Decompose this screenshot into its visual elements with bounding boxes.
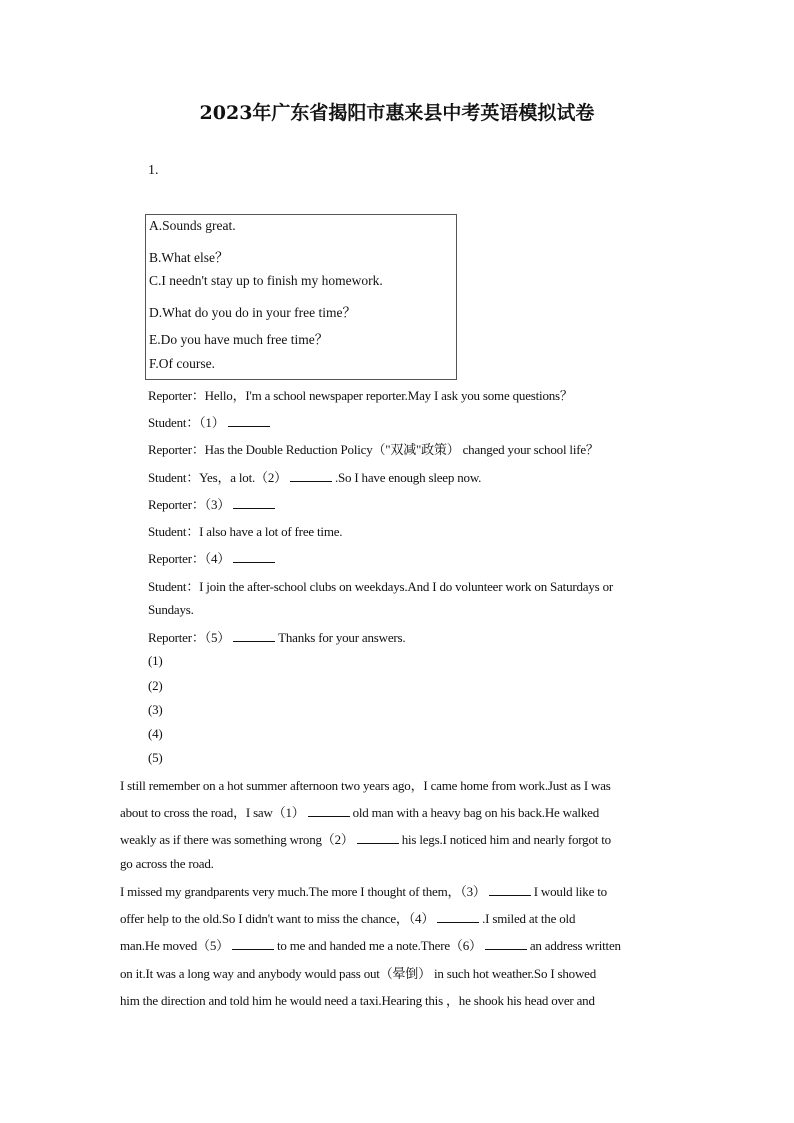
passage-text: an address written: [529, 938, 621, 953]
passage-text: .I smiled at the old: [482, 911, 576, 926]
passage-line: [120, 802, 599, 821]
passage-line: [120, 935, 621, 954]
answer-blank[interactable]: [233, 630, 275, 642]
dialogue-text: .So I have enough sleep now.: [334, 470, 482, 485]
passage-line: [120, 881, 607, 900]
answer-blank[interactable]: [228, 415, 270, 427]
answer-number: (3): [148, 702, 163, 717]
answer-number: (2): [148, 678, 163, 693]
dialogue-line: [148, 412, 273, 431]
dialogue-line: [148, 548, 278, 567]
passage-text: man.He moved（5）: [120, 938, 229, 953]
dialogue-text: Reporter：（3）: [148, 497, 231, 512]
dialogue-line: [148, 627, 405, 646]
options-box: [145, 214, 457, 380]
passage-line: [120, 908, 575, 927]
passage-line: him the direction and told him he would need a taxi.Hearing this ，he shook his head over and: [120, 993, 595, 1008]
dialogue-text: Student：（1）: [148, 415, 225, 430]
option-e: E.Do you have much free time？: [149, 332, 329, 347]
answer-blank[interactable]: [489, 884, 531, 896]
answer-blank[interactable]: [485, 938, 527, 950]
option-b: B.What else？: [149, 250, 229, 265]
answer-blank[interactable]: [232, 938, 274, 950]
answer-blank[interactable]: [233, 551, 275, 563]
answer-blank[interactable]: [357, 832, 399, 844]
dialogue-line: [148, 467, 481, 486]
dialogue-text: Student：Yes，a lot.（2）: [148, 470, 287, 485]
passage-text: to me and handed me a note.There（6）: [276, 938, 482, 953]
dialogue-text: Reporter：（5）: [148, 630, 231, 645]
dialogue-text: Reporter：（4）: [148, 551, 231, 566]
answer-blank[interactable]: [233, 497, 275, 509]
answer-blank[interactable]: [290, 470, 332, 482]
passage-text: his legs.I noticed him and nearly forgot to: [401, 832, 611, 847]
dialogue-line: [148, 494, 278, 513]
passage-text: I missed my grandparents very much.The more I thought of them，（3）: [120, 884, 486, 899]
answer-blank[interactable]: [437, 911, 479, 923]
passage-text: old man with a heavy bag on his back.He walked: [352, 805, 599, 820]
answer-number: (1): [148, 653, 163, 668]
answer-number: (5): [148, 750, 163, 765]
passage-line: on it.It was a long way and anybody would pass out（晕倒） in such hot weather.So I showed: [120, 966, 597, 981]
passage-text: weakly as if there was something wrong（2）: [120, 832, 354, 847]
question-number: 1.: [148, 163, 159, 178]
answer-blank[interactable]: [308, 805, 350, 817]
dialogue-line: Sundays.: [148, 602, 194, 617]
dialogue-line: Reporter：Hello，I'm a school newspaper reporter.May I ask you some questions？: [148, 388, 573, 403]
option-d: D.What do you do in your free time？: [149, 305, 356, 320]
passage-line: I still remember on a hot summer afternoon two years ago，I came home from work.Just as I was: [120, 778, 611, 793]
dialogue-line: Reporter：Has the Double Reduction Policy（"双减"政策） changed your school life？: [148, 442, 599, 457]
passage-text: about to cross the road，I saw（1）: [120, 805, 305, 820]
passage-text: I would like to: [533, 884, 607, 899]
dialogue-line: Student：I also have a lot of free time.: [148, 524, 343, 539]
option-c: C.I needn't stay up to finish my homework.: [149, 273, 383, 288]
option-f: F.Of course.: [149, 356, 216, 371]
passage-text: offer help to the old.So I didn't want to miss the chance，（4）: [120, 911, 435, 926]
page-title: 2023年广东省揭阳市惠来县中考英语模拟试卷: [199, 102, 595, 124]
option-a: A.Sounds great.: [149, 218, 236, 233]
passage-line: [120, 829, 611, 848]
answer-number: (4): [148, 726, 163, 741]
passage-line: go across the road.: [120, 856, 214, 871]
dialogue-text: Thanks for your answers.: [278, 630, 406, 645]
dialogue-line: Student：I join the after-school clubs on weekdays.And I do volunteer work on Saturdays or: [148, 579, 614, 594]
